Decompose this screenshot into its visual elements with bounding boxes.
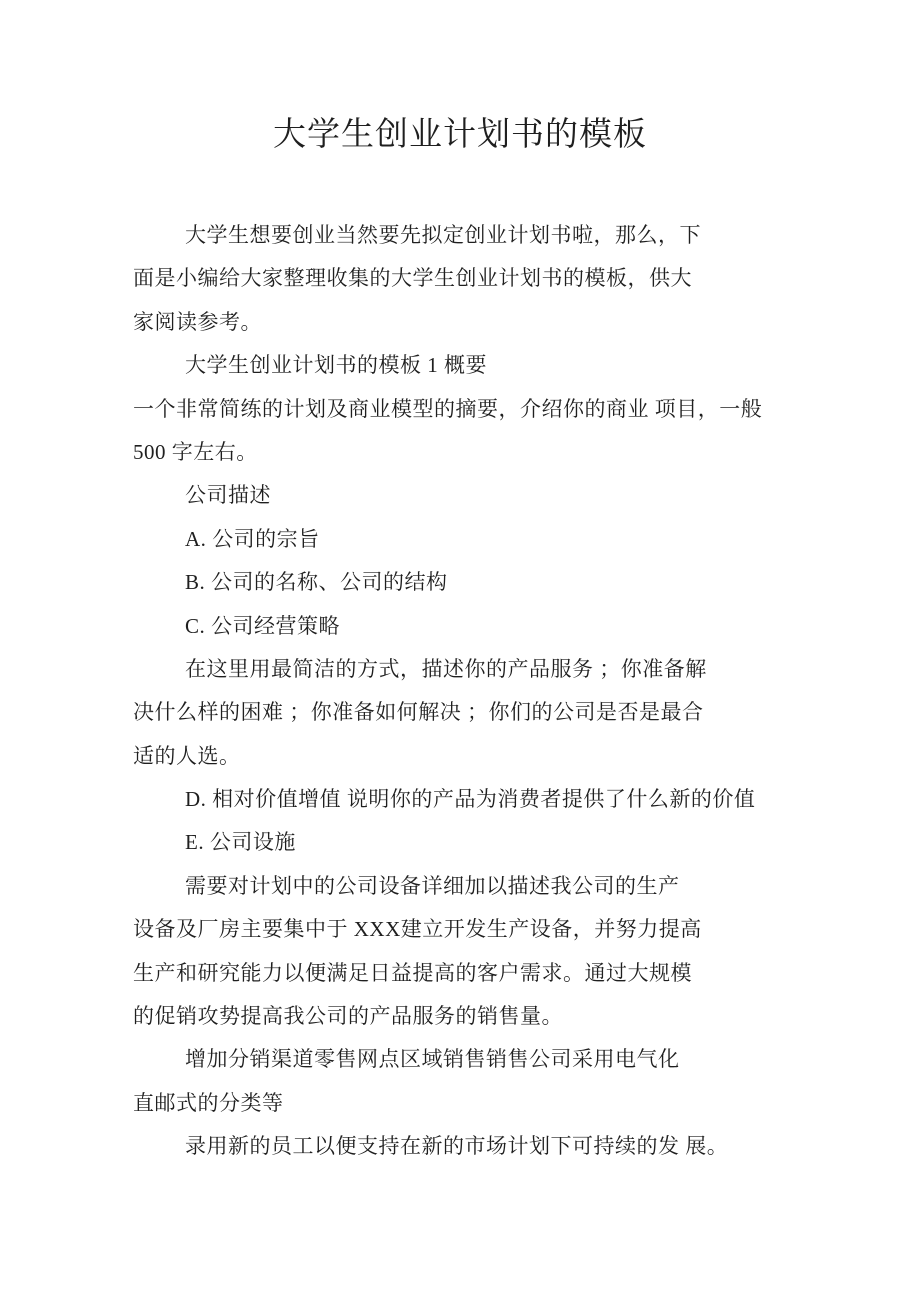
text-line: 适的人选。 (133, 743, 241, 768)
text-line: 录用新的员工以便支持在新的市场计划下可持续的发 展。 (185, 1134, 729, 1159)
text-line: A. 公司的宗旨 (185, 526, 320, 551)
text-line: D. 相对价值增值 说明你的产品为消费者提供了什么新的价值 (185, 787, 756, 812)
text-line: E. 公司设施 (185, 830, 296, 855)
text-line: 公司描述 (185, 483, 271, 508)
document-body (133, 214, 853, 1169)
text-line: 需要对计划中的公司设备详细加以描述我公司的生产 (185, 873, 680, 898)
text-line: 决什么样的困难 ；你准备如何解决 ；你们的公司是否是最合 (133, 700, 704, 725)
text-line: C. 公司经营策略 (185, 613, 341, 638)
page-title: 大学生创业计划书的模板 (273, 117, 647, 153)
text-line: 500 字左右。 (133, 439, 258, 464)
text-line: 设备及厂房主要集中于 XXX建立开发生产设备，并努力提高 (133, 917, 702, 942)
text-line: 增加分销渠道零售网点区域销售销售公司采用电气化 (185, 1047, 680, 1072)
text-line: B. 公司的名称、公司的结构 (185, 570, 448, 595)
text-line: 直邮式的分类等 (133, 1090, 284, 1115)
text-line: 一个非常简练的计划及商业模型的摘要，介绍你的商业 项目，一般 (133, 396, 763, 421)
text-line: 家阅读参考。 (133, 309, 262, 334)
text-line: 在这里用最简洁的方式，描述你的产品服务 ；你准备解 (185, 656, 707, 681)
text-line: 生产和研究能力以便满足日益提高的客户需求。通过大规模 (133, 960, 692, 985)
text-line: 大学生想要创业当然要先拟定创业计划书啦，那么，下 (185, 223, 701, 247)
text-line: 的促销攻势提高我公司的产品服务的销售量。 (133, 1004, 563, 1029)
text-line: 大学生创业计划书的模板 1 概要 (185, 353, 487, 378)
text-line: 面是小编给大家整理收集的大学生创业计划书的模板，供大 (133, 266, 692, 291)
